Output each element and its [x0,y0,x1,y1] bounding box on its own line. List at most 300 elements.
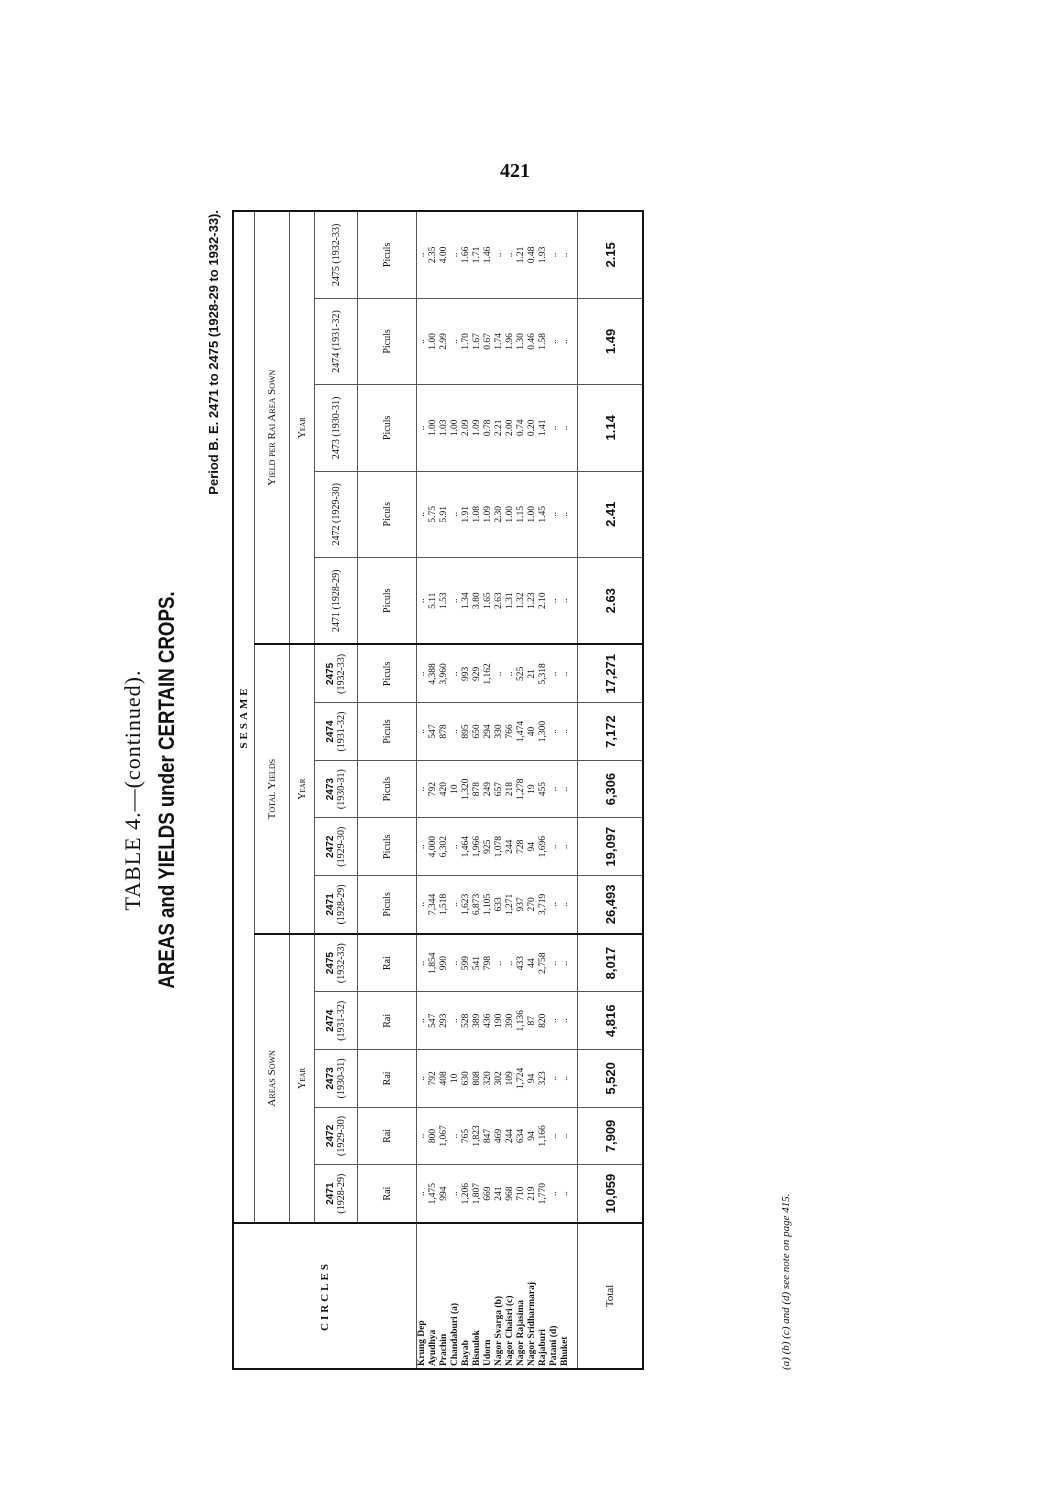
table-cell: 895 [461,703,472,761]
table-cell: 1.65 [483,557,494,644]
circle-name: Nagor Svarga (b) [494,1223,505,1369]
circle-name: Prachin [439,1223,450,1369]
circle-name: Krung Dep [417,1223,429,1369]
table-cell: 800 [428,1107,439,1165]
table-cell: 244 [505,818,516,876]
table-cell: 323 [538,1050,549,1108]
table-cell: 968 [505,1165,516,1223]
unit-rai: Rai [358,1165,417,1223]
table-cell: .. [494,645,505,703]
unit-picul: Piculs [358,818,417,876]
table-cell: 1.53 [439,557,450,644]
areas-sown-header: Areas Sown [255,934,290,1223]
table-cell: 0.48 [527,211,538,298]
table-cell: 302 [494,1050,505,1108]
table-cell: 1.58 [538,298,549,384]
unit-picul: Piculs [358,385,417,471]
table-cell: 320 [483,1050,494,1108]
year-col: 2473 (1930-31) [315,385,358,471]
table-cell: .. [549,557,560,644]
table-cell: 808 [472,1050,483,1108]
table-row [472,211,483,1369]
table-cell: 1.46 [483,211,494,298]
year-col: 2475 (1932-33) [315,645,358,703]
table-row [538,211,549,1369]
table-cell: 878 [439,703,450,761]
table-cell: .. [560,471,571,557]
circle-name: Nagor Rajasima [516,1223,527,1369]
table-cell: 249 [483,760,494,818]
table-cell: 937 [516,876,527,934]
year-col: 2475 (1932-33) [315,211,358,298]
table-cell: 109 [505,1050,516,1108]
table-cell: 293 [439,992,450,1050]
table-cell: 389 [472,992,483,1050]
total-cell: 26,493 [578,876,644,934]
crop-header: SESAME [233,211,255,1223]
table-row [483,211,494,1369]
table-cell: 525 [516,645,527,703]
year-col: 2473 (1930-31) [315,760,358,818]
table-cell: .. [560,1050,571,1108]
table-cell: 1,166 [538,1107,549,1165]
table-row [450,211,461,1369]
table-cell: .. [450,992,461,1050]
year-col: 2474 (1931-32) [315,992,358,1050]
table-cell: 1,078 [494,818,505,876]
table-cell: 0.20 [527,385,538,471]
titles [120,210,240,1370]
table-cell: .. [560,818,571,876]
year-col: 2471 (1928-29) [315,557,358,644]
unit-picul: Piculs [358,760,417,818]
total-row [578,211,644,1369]
unit-rai: Rai [358,992,417,1050]
table-cell: 469 [494,1107,505,1165]
year-col: 2472 (1929-30) [315,818,358,876]
unit-picul: Piculs [358,211,417,298]
table-cell: .. [450,876,461,934]
table-cell: .. [560,1107,571,1165]
total-cell: 7,909 [578,1107,644,1165]
total-cell: 4,816 [578,992,644,1050]
table-cell: .. [560,760,571,818]
table-cell: .. [417,818,429,876]
unit-rai: Rai [358,1107,417,1165]
total-cell: 1.14 [578,385,644,471]
table-cell: 1.66 [461,211,472,298]
unit-rai: Rai [358,934,417,992]
table-cell: 1,724 [516,1050,527,1108]
table-cell: .. [417,760,429,818]
table-cell: .. [450,1165,461,1223]
year-header-yields: Year [290,645,315,934]
circle-name: Patani (d) [549,1223,560,1369]
total-cell: 5,520 [578,1050,644,1108]
table-cell: 1.09 [472,385,483,471]
table-cell: 2.10 [538,557,549,644]
table-cell: .. [417,645,429,703]
table-row [549,211,560,1369]
table-cell: .. [417,1050,429,1108]
table-cell: 1.96 [505,298,516,384]
period-line: Period B. E. 2471 to 2475 (1928-29 to 1932-33). [206,210,221,495]
table-cell: 241 [494,1165,505,1223]
table-cell: 1.93 [538,211,549,298]
total-cell: 1.49 [578,298,644,384]
table-cell: 5.11 [428,557,439,644]
yield-per-rai-header: Yield per Rai Area Sown [255,211,290,645]
table-cell: .. [505,645,516,703]
table-cell: .. [417,298,429,384]
table-cell: 925 [483,818,494,876]
table-cell: .. [417,992,429,1050]
table-cell: 87 [527,992,538,1050]
unit-picul: Piculs [358,876,417,934]
table-cell: 765 [461,1107,472,1165]
table-cell: .. [549,645,560,703]
table-cell: .. [549,818,560,876]
table-cell: 1,807 [472,1165,483,1223]
table-cell: 1.70 [461,298,472,384]
table-body [417,211,578,1369]
circle-name: Nagor Chaisri (c) [505,1223,516,1369]
table-cell: 1.00 [428,385,439,471]
circle-name: Bhuket [560,1223,571,1369]
year-col: 2472 (1929-30) [315,471,358,557]
table-cell: 3.80 [472,557,483,644]
year-col: 2471 (1928-29) [315,876,358,934]
table-cell: 436 [483,992,494,1050]
table-cell: 878 [472,760,483,818]
table-cell: 330 [494,703,505,761]
year-header-per-rai: Year [290,211,315,645]
table-cell: .. [560,645,571,703]
circle-name: Rajaburi [538,1223,549,1369]
total-cell: 2.15 [578,211,644,298]
table-cell: .. [450,557,461,644]
table-cell: 10 [450,1050,461,1108]
table-cell: 1,320 [461,760,472,818]
table-cell: 1.00 [428,298,439,384]
circle-name: Nagor Sridharmaraj [527,1223,538,1369]
table-cell: 1.23 [527,557,538,644]
table-cell: 455 [538,760,549,818]
table-cell: 650 [472,703,483,761]
table-cell: 1.03 [439,385,450,471]
table-cell: 0.78 [483,385,494,471]
table-cell: .. [549,703,560,761]
unit-picul: Piculs [358,645,417,703]
table-cell: 244 [505,1107,516,1165]
year-col: 2474 (1931-32) [315,703,358,761]
circle-name: Ayudhya [428,1223,439,1369]
table-cell: .. [560,557,571,644]
table-row [560,211,571,1369]
table-cell: 1.91 [461,471,472,557]
table-cell: 94 [527,1107,538,1165]
table-cell: .. [560,934,571,992]
table-cell: 1.00 [450,385,461,471]
table-cell: 0.67 [483,298,494,384]
table-cell: .. [560,211,571,298]
unit-rai: Rai [358,1050,417,1108]
table-cell: 528 [461,992,472,1050]
table-cell: .. [549,298,560,384]
table-cell: .. [549,1107,560,1165]
table-cell: 669 [483,1165,494,1223]
table-row [461,211,472,1369]
table-cell: .. [549,876,560,934]
table-cell: .. [417,211,429,298]
table-cell: 390 [505,992,516,1050]
table-cell: 5.91 [439,471,450,557]
table-cell: 3,960 [439,645,450,703]
table-cell: .. [417,471,429,557]
table-cell: .. [560,385,571,471]
table-cell: 1.00 [505,471,516,557]
table-cell: 2.30 [494,471,505,557]
table-cell: .. [549,992,560,1050]
table-cell: 820 [538,992,549,1050]
table-cell: 710 [516,1165,527,1223]
table-cell: 633 [494,876,505,934]
table-cell: 599 [461,934,472,992]
table-cell: .. [417,934,429,992]
table-cell: 1,474 [516,703,527,761]
table-cell: 1,770 [538,1165,549,1223]
table-row [417,211,429,1369]
table-cell: 657 [494,760,505,818]
circles-header: CIRCLES [233,1223,417,1369]
table-cell: 792 [428,1050,439,1108]
table-cell: .. [549,934,560,992]
table-cell: 1.15 [516,471,527,557]
total-cell: 2.41 [578,471,644,557]
table-cell: .. [450,298,461,384]
table-cell: .. [549,471,560,557]
table-cell: .. [549,760,560,818]
total-cell: 17,271 [578,645,644,703]
table-cell: .. [505,934,516,992]
table-cell: .. [549,1050,560,1108]
table-cell: 1.00 [527,471,538,557]
table-cell: 1.30 [516,298,527,384]
table-cell: 798 [483,934,494,992]
year-col: 2475 (1932-33) [315,934,358,992]
table-cell: 3,719 [538,876,549,934]
total-yields-header: Total Yields [255,645,290,934]
table-cell: 1.31 [505,557,516,644]
table-cell: 994 [439,1165,450,1223]
table-cell: 4,388 [428,645,439,703]
table-cell: .. [560,1165,571,1223]
table-cell: .. [417,1107,429,1165]
table-cell: 408 [439,1050,450,1108]
table-cell: 0.46 [527,298,538,384]
table-cell: 44 [527,934,538,992]
table-cell: 547 [428,703,439,761]
table-cell: 1,271 [505,876,516,934]
table-row [527,211,538,1369]
unit-picul: Piculs [358,471,417,557]
table-row [516,211,527,1369]
total-label: Total [578,1223,644,1369]
table-cell: 10 [450,760,461,818]
table-cell: 1,067 [439,1107,450,1165]
unit-picul: Piculs [358,557,417,644]
table-cell: 0.74 [516,385,527,471]
year-header-areas: Year [290,934,315,1223]
table-cell: 218 [505,760,516,818]
table-cell: .. [494,211,505,298]
total-cell: 19,097 [578,818,644,876]
table-cell: 792 [428,760,439,818]
table-cell: 1,206 [461,1165,472,1223]
table-cell: .. [560,703,571,761]
table-cell: 1.45 [538,471,549,557]
table-cell: 2.99 [439,298,450,384]
sesame-table [232,210,644,1370]
table-cell: 420 [439,760,450,818]
table-cell: 1,162 [483,645,494,703]
table-cell: .. [450,645,461,703]
table-cell: 1.34 [461,557,472,644]
table-cell: 94 [527,818,538,876]
table-cell: 1,464 [461,818,472,876]
year-col: 2473 (1930-31) [315,1050,358,1108]
table-cell: 1,136 [516,992,527,1050]
table-cell: .. [417,557,429,644]
table-cell: 190 [494,992,505,1050]
table-cell: .. [549,385,560,471]
table-title: TABLE 4.—(continued). [120,669,145,911]
table-cell: 5,318 [538,645,549,703]
table-cell: .. [560,992,571,1050]
table-cell: 1.08 [472,471,483,557]
table-subtitle: AREAS and YIELDS under CERTAIN CROPS. [154,591,179,989]
table-cell: 990 [439,934,450,992]
table-cell: .. [417,385,429,471]
total-cell: 10,059 [578,1165,644,1223]
table-cell: 6,873 [472,876,483,934]
total-cell: 2.63 [578,557,644,644]
table-cell: 5.75 [428,471,439,557]
table-cell: 219 [527,1165,538,1223]
page-number: 421 [500,160,530,182]
table-cell: 2.63 [494,557,505,644]
total-cell: 8,017 [578,934,644,992]
table-cell: 19 [527,760,538,818]
total-cell: 7,172 [578,703,644,761]
table-cell: .. [450,818,461,876]
table-cell: 929 [472,645,483,703]
table-cell: 1,623 [461,876,472,934]
table-cell: 7,344 [428,876,439,934]
table-row [494,211,505,1369]
table-cell: .. [450,211,461,298]
table-cell: .. [450,934,461,992]
unit-picul: Piculs [358,298,417,384]
table-cell: .. [450,703,461,761]
table-cell: 847 [483,1107,494,1165]
table-row [505,211,516,1369]
table-cell: 270 [527,876,538,934]
table-cell: 4,000 [428,818,439,876]
table-cell: 1.74 [494,298,505,384]
table-row [439,211,450,1369]
footnote: (a) (b) (c) and (d) see note on page 415. [780,1193,792,1370]
table-cell: 630 [461,1050,472,1108]
year-col: 2472 (1929-30) [315,1107,358,1165]
table-cell: 1.67 [472,298,483,384]
circle-name: Bayab [461,1223,472,1369]
circle-name: Chandaburi (a) [450,1223,461,1369]
table-cell: 1.41 [538,385,549,471]
table-cell: 1,518 [439,876,450,934]
table-cell: 40 [527,703,538,761]
total-cell: 6,306 [578,760,644,818]
circle-name: Udorn [483,1223,494,1369]
table-cell: 1,966 [472,818,483,876]
year-col: 2471 (1928-29) [315,1165,358,1223]
table-row [428,211,439,1369]
table-cell: .. [549,211,560,298]
year-col: 2474 (1931-32) [315,298,358,384]
table-cell: 94 [527,1050,538,1108]
table-cell: 1,278 [516,760,527,818]
table-cell: 2.35 [428,211,439,298]
table-cell: 1.71 [472,211,483,298]
table-cell: 1,823 [472,1107,483,1165]
table-cell: .. [560,876,571,934]
table-cell: 728 [516,818,527,876]
table-cell: .. [560,298,571,384]
table-cell: 1,854 [428,934,439,992]
table-cell: 2.21 [494,385,505,471]
table-cell: 6,302 [439,818,450,876]
table-cell: 294 [483,703,494,761]
circle-name: Bisnulok [472,1223,483,1369]
table-cell: 1.32 [516,557,527,644]
table-cell: 2.00 [505,385,516,471]
table-cell: .. [494,934,505,992]
table-cell: 433 [516,934,527,992]
table-cell: 1,105 [483,876,494,934]
table-cell: 1.09 [483,471,494,557]
table-cell: 2,758 [538,934,549,992]
table-cell: 634 [516,1107,527,1165]
table-cell: 766 [505,703,516,761]
table-cell: .. [450,471,461,557]
rotated-page [120,210,860,1370]
table-cell: 1,300 [538,703,549,761]
table-cell: 547 [428,992,439,1050]
table-cell: 21 [527,645,538,703]
unit-picul: Piculs [358,703,417,761]
table-cell: 1.21 [516,211,527,298]
table-cell: 4.00 [439,211,450,298]
table-cell: 993 [461,645,472,703]
table-cell: .. [505,211,516,298]
table-cell: .. [417,703,429,761]
table-cell: 1,475 [428,1165,439,1223]
table-cell: 2.09 [461,385,472,471]
table-cell: .. [417,876,429,934]
table-cell: 1,696 [538,818,549,876]
table-cell: 541 [472,934,483,992]
table-cell: .. [450,1107,461,1165]
